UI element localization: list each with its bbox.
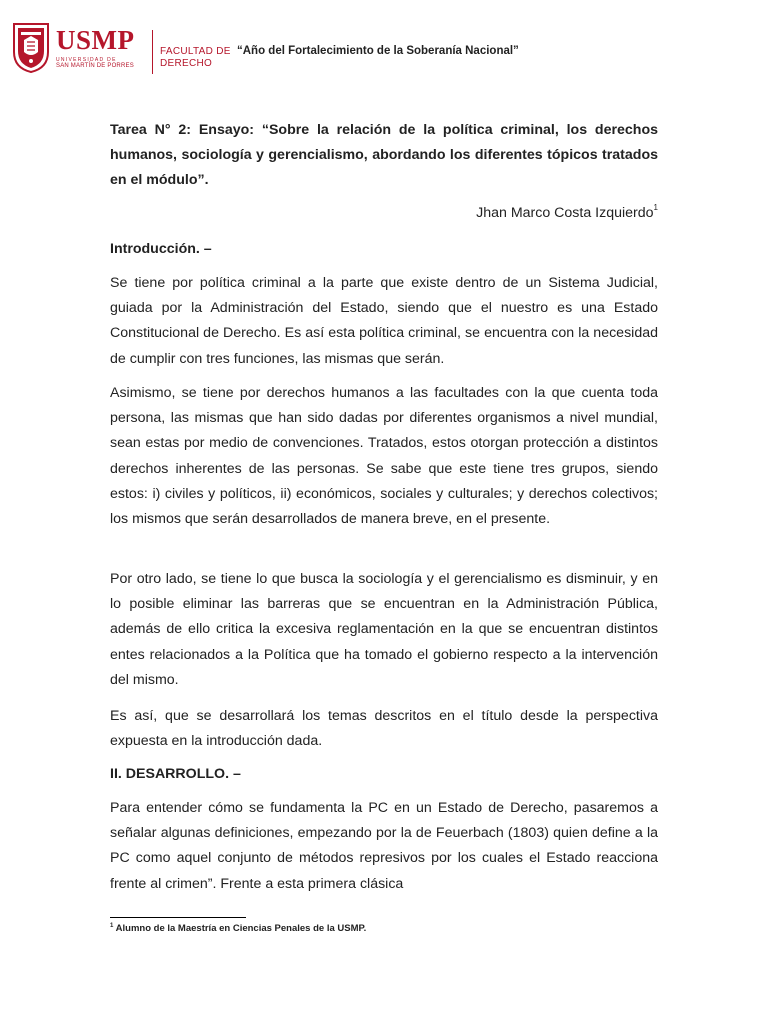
intro-paragraph-4 xyxy=(110,704,658,754)
intro-paragraph-1 xyxy=(110,271,658,372)
faculty-line-1: FACULTAD DE xyxy=(160,46,231,57)
author-name: Jhan Marco Costa Izquierdo xyxy=(476,205,654,221)
university-name: SAN MARTÍN DE PORRES xyxy=(56,63,134,69)
usmp-logo xyxy=(12,22,135,74)
university-line: UNIVERSIDAD DE xyxy=(56,57,117,63)
logo-divider xyxy=(152,30,153,74)
author-line xyxy=(476,203,658,221)
author-footnote-mark: 1 xyxy=(653,203,658,212)
faculty-line-2: DERECHO xyxy=(160,58,213,69)
footnote-separator xyxy=(110,917,246,918)
intro-paragraph-3 xyxy=(110,567,658,693)
faculty-name xyxy=(160,46,231,70)
year-motto: “Año del Fortalecimiento de la Soberanía Nacional” xyxy=(237,45,519,57)
intro-paragraph-2 xyxy=(110,381,658,532)
usmp-wordmark: USMP xyxy=(56,25,135,55)
paragraph: Para entender cómo se fundamenta la PC en un Estado de Derecho, pasaremos a señalar algunas definiciones, empezando por la de Feuerbach (1803) quien define a la PC como aquel conjunto de métodos represivos por los cuales el Estado reacciona frente al crimen”. Frente a esta primera clásica xyxy=(110,800,658,892)
page-header xyxy=(12,22,756,78)
paragraph: Se tiene por política criminal a la parte que existe dentro de un Sistema Judicial, guiada por la Administración del Estado, siendo que el nuestro es una Estado Constitucional de Derecho. Es así esta política criminal, se encuentra con la necesidad de cumplir con tres funciones, las mismas que serán. xyxy=(110,275,658,367)
document-title: Tarea N° 2: Ensayo: “Sobre la relación de la política criminal, los derechos humanos, sociología y gerencialismo, abordando los diferentes tópicos tratados en el módulo”. xyxy=(110,122,658,189)
paragraph: Es así, que se desarrollará los temas descritos en el título desde la perspectiva expuesta en la introducción dada. xyxy=(110,708,658,750)
footnote xyxy=(110,923,366,934)
university-seal-icon xyxy=(12,22,50,74)
development-paragraph xyxy=(110,796,658,897)
paragraph: Por otro lado, se tiene lo que busca la sociología y el gerencialismo es disminuir, y en lo posible eliminar las barreras que se encuentran en la Administración Pública, además de ello critica la excesiva reglamentación en la que se encuentran distintos entes relacionados a la Política que ha tomado el gobierno respecto a la intervención del mismo. xyxy=(110,571,658,688)
intro-heading: Introducción. – xyxy=(110,241,212,257)
footnote-mark: 1 xyxy=(110,923,114,929)
paragraph: Asimismo, se tiene por derechos humanos a las facultades con la que cuenta toda persona, las mismas que han sido dadas por diferentes organismos a nivel mundial, sean estas por medio de convenciones. Tratados, estos otorgan protección a distintos derechos inherentes de las personas. Se sabe que este tiene tres grupos, siendo estos: i) civiles y políticos, ii) económicos, sociales y culturales; y derechos colectivos; los mismos que serán desarrollados de manera breve, en el presente. xyxy=(110,385,658,528)
development-heading: II. DESARROLLO. – xyxy=(110,766,241,782)
footnote-text: Alumno de la Maestría en Ciencias Penales de la USMP. xyxy=(115,923,367,934)
